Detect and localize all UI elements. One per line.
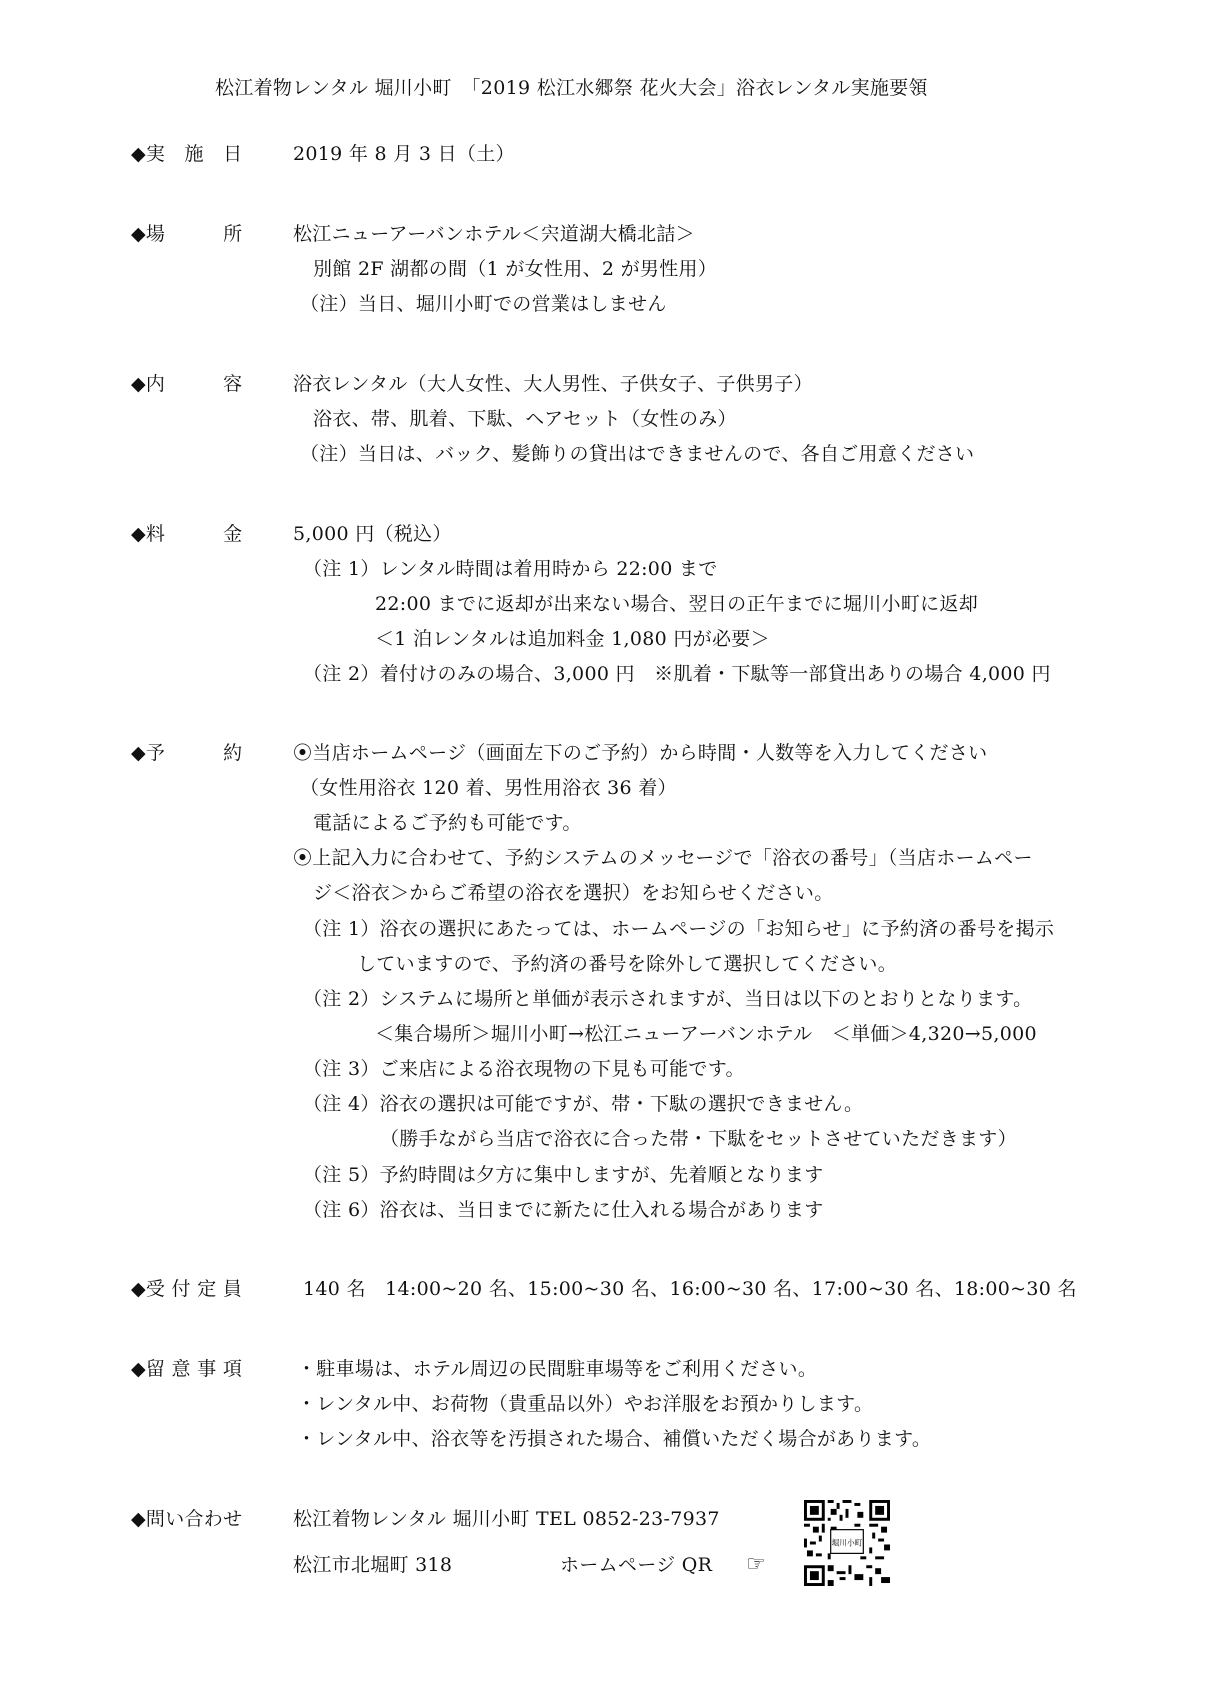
fee-line: 5,000 円（税込） xyxy=(293,523,452,545)
capacity-label: ◆受 付 定 員 xyxy=(131,1278,243,1300)
reservation-line: （女性用浴衣 120 着、男性用浴衣 36 着） xyxy=(300,777,677,799)
fee-line: （注 1）レンタル時間は着用時から 22:00 まで xyxy=(303,558,718,580)
capacity-value: 140 名 14:00~20 名、15:00~30 名、16:00~30 名、17:00~30 名、18:00~30 名 xyxy=(303,1278,1077,1300)
notes-line: ・駐車場は、ホテル周辺の民間駐車場等をご利用ください。 xyxy=(297,1358,818,1380)
contents-line: 浴衣、帯、肌着、下駄、ヘアセット（女性のみ） xyxy=(313,408,737,430)
contact-line: 松江着物レンタル 堀川小町 TEL 0852-23-7937 xyxy=(293,1508,720,1530)
fee-line: 22:00 までに返却が出来ない場合、翌日の正午までに堀川小町に返却 xyxy=(375,593,978,615)
page-title: 松江着物レンタル 堀川小町 「2019 松江水郷祭 花火大会」浴衣レンタル実施要領 xyxy=(215,77,928,99)
reservation-line: ＜集合場所＞堀川小町→松江ニューアーバンホテル ＜単価＞4,320→5,000 xyxy=(375,1023,1037,1045)
contents-line: 浴衣レンタル（大人女性、大人男性、子供女子、子供男子） xyxy=(293,373,813,395)
reservation-line: ジ＜浴衣＞からご希望の浴衣を選択）をお知らせください。 xyxy=(313,882,834,904)
reservation-line: （注 5）予約時間は夕方に集中しますが、先着順となります xyxy=(303,1164,824,1186)
fee-line: （注 2）着付けのみの場合、3,000 円 ※肌着・下駄等一部貸出ありの場合 4,000 円 xyxy=(303,663,1051,685)
reservation-line: ⦿上記入力に合わせて、予約システムのメッセージで「浴衣の番号」（当店ホームペー xyxy=(293,847,1033,869)
reservation-line: （勝手ながら当店で浴衣に合った帯・下駄をセットさせていただきます） xyxy=(380,1128,1017,1150)
reservation-line: （注 3）ご来店による浴衣現物の下見も可能です。 xyxy=(303,1058,745,1080)
qr-label: ホームページ QR xyxy=(560,1554,713,1576)
fee-line: ＜1 泊レンタルは追加料金 1,080 円が必要＞ xyxy=(375,628,770,650)
qr-code[interactable] xyxy=(804,1500,890,1586)
reservation-line: ⦿当店ホームページ（画面左下のご予約）から時間・人数等を入力してください xyxy=(293,742,988,764)
fee-label: ◆料 金 xyxy=(131,523,243,545)
reservation-line: （注 4）浴衣の選択は可能ですが、帯・下駄の選択できません。 xyxy=(303,1093,864,1115)
reservation-line: 電話によるご予約も可能です。 xyxy=(313,812,582,834)
notes-line: ・レンタル中、浴衣等を汚損された場合、補償いただく場合があります。 xyxy=(297,1428,932,1450)
date-label: ◆実 施 日 xyxy=(131,143,243,165)
reservation-line: していますので、予約済の番号を除外して選択してください。 xyxy=(357,953,898,975)
contact-address: 松江市北堀町 318 xyxy=(293,1554,453,1576)
place-line: （注）当日、堀川小町での営業はしません xyxy=(300,293,667,315)
reservation-line: （注 1）浴衣の選択にあたっては、ホームページの「お知らせ」に予約済の番号を掲示 xyxy=(303,918,1055,940)
place-line: 別館 2F 湖都の間（1 が女性用、2 が男性用） xyxy=(313,258,718,280)
contents-label: ◆内 容 xyxy=(131,373,243,395)
date-value: 2019 年 8 月 3 日（土） xyxy=(293,143,515,165)
place-label: ◆場 所 xyxy=(131,223,243,245)
reservation-label: ◆予 約 xyxy=(131,742,243,764)
notes-line: ・レンタル中、お荷物（貴重品以外）やお洋服をお預かりします。 xyxy=(297,1393,874,1415)
reservation-line: （注 2）システムに場所と単価が表示されますが、当日は以下のとおりとなります。 xyxy=(303,988,1033,1010)
qr-caption: 堀川小町 xyxy=(831,1538,863,1548)
place-line: 松江ニューアーバンホテル＜宍道湖大橋北詰＞ xyxy=(293,223,695,245)
notes-label: ◆留 意 事 項 xyxy=(131,1358,243,1380)
pointing-hand-icon: ☞ xyxy=(746,1552,767,1577)
reservation-line: （注 6）浴衣は、当日までに新たに仕入れる場合があります xyxy=(303,1199,824,1221)
contents-line: （注）当日は、バック、髪飾りの貸出はできませんので、各自ご用意ください xyxy=(300,443,975,465)
contact-label: ◆問い合わせ xyxy=(131,1508,243,1530)
